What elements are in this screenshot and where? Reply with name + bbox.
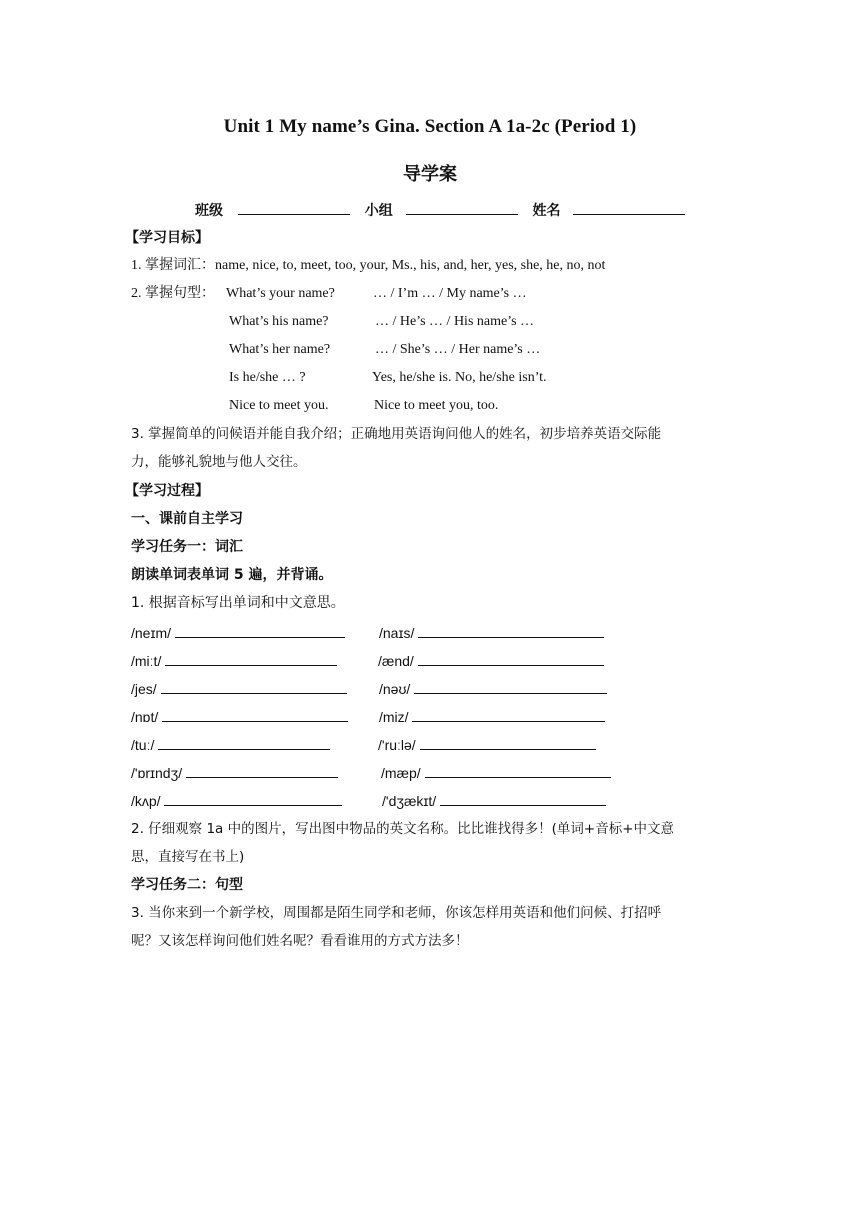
pattern-answer: Yes, he/she is. No, he/she isn’t.: [372, 370, 547, 385]
item-two-line1: 2. 仔细观察 1a 中的图片，写出图中物品的英文名称。比比谁找得多！(单词+音标+中文意: [131, 821, 675, 837]
answer-blank[interactable]: [186, 764, 338, 778]
phonetic-entry: /nəʊ/: [379, 680, 607, 697]
phonetic-entry: /'dʒækɪt/: [382, 792, 606, 809]
goal-communication-line1: 3. 掌握简单的问候语并能自我介绍；正确地用英语询问他人的姓名，初步培养英语交际能: [131, 426, 662, 442]
pattern-question: What’s her name?: [229, 342, 331, 357]
phonetic-entry: /jes/: [131, 680, 347, 697]
answer-blank[interactable]: [161, 680, 347, 694]
phonetic-entry: /mæp/: [381, 764, 611, 781]
process-heading: 【学习过程】: [125, 483, 209, 499]
phonetic-entry: /kʌp/: [131, 792, 342, 809]
document-title: Unit 1 My name’s Gina. Section A 1a-2c (Period 1): [223, 116, 637, 137]
answer-blank[interactable]: [175, 624, 345, 638]
answer-blank[interactable]: [425, 764, 611, 778]
answer-blank[interactable]: [164, 792, 342, 806]
class-blank[interactable]: [238, 201, 350, 215]
name-blank[interactable]: [573, 201, 685, 215]
answer-blank[interactable]: [418, 652, 604, 666]
phonetic-entry: /nɒt/: [131, 708, 348, 725]
answer-blank[interactable]: [158, 736, 330, 750]
phonetic-entry: /neɪm/: [131, 624, 345, 641]
answer-blank[interactable]: [418, 624, 604, 638]
pattern-question: Is he/she … ?: [229, 370, 306, 385]
answer-blank[interactable]: [165, 652, 337, 666]
pattern-question: Nice to meet you.: [229, 398, 329, 413]
item-three-line2: 呢？又该怎样询问他们姓名呢？看看谁用的方式方法多！: [131, 933, 469, 949]
pattern-answer: Nice to meet you, too.: [374, 398, 499, 413]
pattern-answer: … / He’s … / His name’s …: [375, 314, 535, 329]
class-label: 班级: [195, 203, 223, 219]
name-label: 姓名: [532, 203, 561, 219]
phonetic-entry: /miːt/: [131, 652, 337, 669]
phonetic-entry: /'ruːlə/: [378, 736, 596, 753]
answer-blank[interactable]: [162, 708, 348, 722]
task-one-heading: 学习任务一：词汇: [131, 539, 243, 555]
phonetic-entry: /tuː/: [131, 736, 330, 753]
phonetic-entry: /naɪs/: [379, 624, 604, 641]
pattern-answer: … / I’m … / My name’s …: [373, 286, 527, 301]
answer-blank[interactable]: [420, 736, 596, 750]
goals-heading: 【学习目标】: [125, 230, 209, 246]
item-one-instruction: 1. 根据音标写出单词和中文意思。: [131, 595, 345, 611]
goal-sentences-label: 2. 掌握句型：: [131, 286, 215, 301]
task-two-heading: 学习任务二：句型: [131, 877, 243, 893]
group-label: 小组: [364, 203, 393, 219]
item-three-line1: 3. 当你来到一个新学校，周围都是陌生同学和老师，你该怎样用英语和他们问候、打招呼: [131, 905, 662, 921]
answer-blank[interactable]: [440, 792, 606, 806]
document-subtitle: 导学案: [403, 164, 457, 185]
pattern-answer: … / She’s … / Her name’s …: [375, 342, 541, 357]
item-two-line2: 思，直接写在书上): [131, 849, 245, 865]
answer-blank[interactable]: [412, 708, 605, 722]
pattern-question: What’s your name?: [226, 286, 335, 301]
pattern-question: What’s his name?: [229, 314, 329, 329]
student-info-row: [195, 201, 685, 220]
phonetic-entry: /ænd/: [378, 652, 604, 669]
phonetic-entry: /miz/: [379, 708, 605, 725]
goal-communication-line2: 力，能够礼貌地与他人交往。: [131, 454, 307, 470]
phonetic-entry: /'ɒrɪndʒ/: [131, 764, 338, 781]
part-one-heading: 一、课前自主学习: [131, 511, 243, 527]
goal-vocabulary: 1. 掌握词汇：name, nice, to, meet, too, your, Ms., his, and, her, yes, she, he, no, not: [131, 258, 606, 273]
task-one-instruction: 朗读单词表单词 5 遍，并背诵。: [131, 567, 333, 583]
group-blank[interactable]: [406, 201, 518, 215]
answer-blank[interactable]: [414, 680, 607, 694]
